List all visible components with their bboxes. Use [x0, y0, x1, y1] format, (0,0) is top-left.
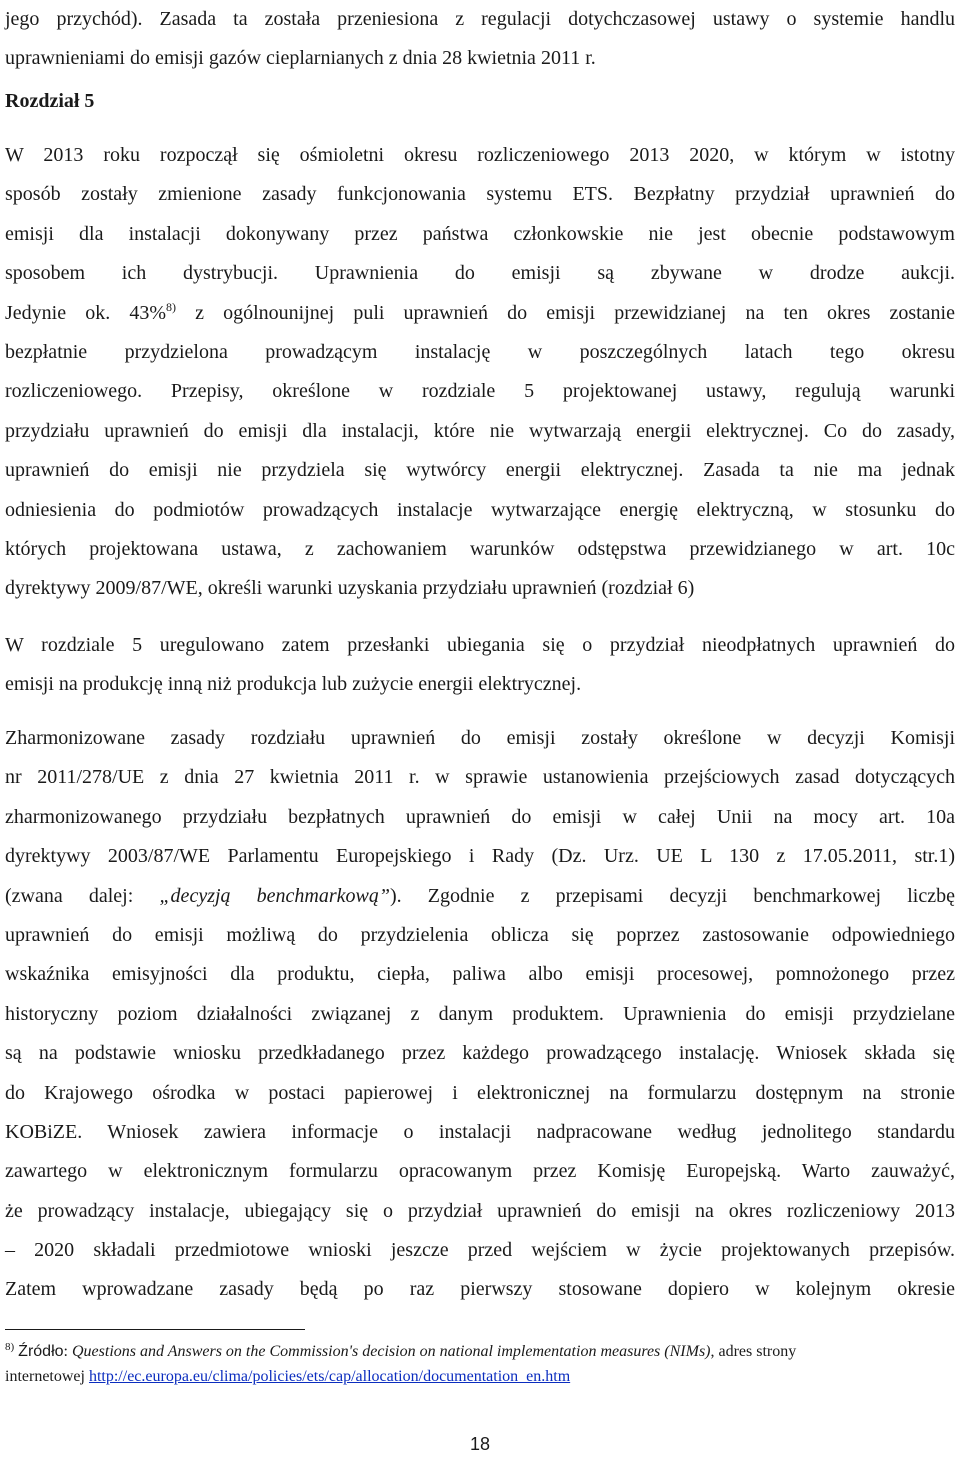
footnote-url-link[interactable]: http://ec.europa.eu/clima/policies/ets/cap/allocation/documentation_en.htm: [88, 1368, 571, 1385]
text-line: jego przychód). Zasada ta została przeniesiona z regulacji dotychczasowej ustawy o systemie handlu: [5, 8, 955, 30]
chapter-heading-block: [5, 82, 955, 121]
text-line-with-emphasis: [5, 877, 955, 916]
text-line: uprawnień do emisji nie przydziela się wytwórcy energii elektrycznej. Zasada ta nie ma jednak: [5, 459, 955, 482]
footnote-source-label: Źródło: [18, 1343, 64, 1360]
text-line: uprawnień do emisji możliwą do przydzielenia oblicza się poprzez zastosowanie odpowiedniego: [5, 923, 955, 946]
text-line: emisji dla instalacji dokonywany przez państwa członkowskie nie jest obecnie podstawowym: [5, 222, 955, 245]
text-line: dyrektywy 2009/87/WE, określi warunki uzyskania przydziału uprawnień (rozdział 6): [5, 577, 695, 600]
text-line: sposób zostały zmienione zasady funkcjonowania systemu ETS. Bezpłatny przydział uprawnień do: [5, 183, 955, 206]
text-line: odniesienia do podmiotów prowadzących instalacje wytwarzające energię elektryczną, w stosunku do: [5, 498, 955, 521]
text-line: uprawnieniami do emisji gazów cieplarnianych z dnia 28 kwietnia 2011 r.: [5, 47, 596, 70]
emphasized-term: „decyzją benchmarkową”: [159, 884, 390, 907]
footnote-separator: [5, 1329, 305, 1330]
footnote-marker: 8): [5, 1341, 15, 1353]
intro-block: [5, 0, 955, 79]
text-span: :: [63, 1343, 72, 1360]
text-line: przydziału uprawnień do emisji dla instalacji, które nie wytwarzają energii elektrycznej. Co do zasady,: [5, 419, 955, 442]
footnote-reference: 8): [166, 299, 176, 314]
text-line: rozliczeniowego. Przepisy, określone w rozdziale 5 projektowanej ustawy, regulują warunki: [5, 380, 955, 403]
text-span: z ogólnounijnej puli uprawnień do emisji przewidzianej na ten okres zostanie: [176, 301, 955, 324]
text-line: że prowadzący instalacje, ubiegający się o przydział uprawnień do emisji na okres rozliczeniowy 2013: [5, 1199, 955, 1222]
page-number: 18: [469, 1434, 491, 1454]
text-line: emisji na produkcję inną niż produkcja lub zużycie energii elektrycznej.: [5, 673, 582, 696]
paragraph-3: [5, 719, 955, 1310]
text-line: Zharmonizowane zasady rozdziału uprawnień do emisji zostały określone w decyzji Komisji: [5, 727, 955, 749]
text-line: W rozdziale 5 uregulowano zatem przesłanki ubiegania się o przydział nieodpłatnych uprawnień do: [5, 634, 955, 656]
text-line: bezpłatnie przydzielona prowadzącym instalację w poszczególnych latach tego okresu: [5, 340, 955, 363]
footnote: [5, 1339, 955, 1389]
text-line: zawartego w elektronicznym formularzu opracowanym przez Komisję Europejską. Warto zauważyć,: [5, 1160, 955, 1183]
text-line: Zatem wprowadzane zasady będą po raz pierwszy stosowane dopiero w kolejnym okresie: [5, 1278, 955, 1301]
text-line: wskaźnika emisyjności dla produktu, ciepła, paliwa albo emisji procesowej, pomnożonego przez: [5, 963, 955, 986]
paragraph-2: [5, 626, 955, 705]
footnote-title: Questions and Answers on the Commission's decision on national implementation measures (NIMs): [71, 1343, 711, 1360]
text-line: sposobem ich dystrybucji. Uprawnienia do emisji są zbywane w drodze aukcji.: [5, 262, 955, 285]
text-line: są na podstawie wniosku przedkładanego przez każdego prowadzącego instalację. Wniosek składa się: [5, 1042, 955, 1065]
footnote-line: [5, 1339, 955, 1364]
text-line: do Krajowego ośrodka w postaci papierowej i elektronicznej na formularzu dostępnym na stronie: [5, 1081, 955, 1104]
footnote-line: [5, 1364, 955, 1389]
text-line: dyrektywy 2003/87/WE Parlamentu Europejskiego i Rady (Dz. Urz. UE L 130 z 17.05.2011, str.1): [5, 845, 955, 868]
text-line-with-footnote-ref: [5, 294, 955, 333]
text-line: których projektowana ustawa, z zachowaniem warunków odstępstwa przewidzianego w art. 10c: [5, 537, 955, 560]
text-span: internetowej: [5, 1368, 89, 1385]
text-line: historyczny poziom działalności związanej z danym produktem. Uprawnienia do emisji przydzielane: [5, 1002, 955, 1025]
text-line: nr 2011/278/UE z dnia 27 kwietnia 2011 r. w sprawie ustanowienia przejściowych zasad dotyczących: [5, 766, 955, 789]
text-line: KOBiZE. Wniosek zawiera informacje o instalacji nadpracowane według jednolitego standardu: [5, 1120, 955, 1143]
text-span: , adres strony: [710, 1343, 797, 1360]
paragraph-1: [5, 136, 955, 609]
text-span: (zwana dalej:: [5, 884, 160, 907]
chapter-heading: Rozdział 5: [5, 90, 95, 112]
text-line: W 2013 roku rozpoczął się ośmioletni okresu rozliczeniowego 2013 2020, w którym w istotny: [5, 144, 955, 166]
text-span: ). Zgodnie z przepisami decyzji benchmarkowej liczbę: [390, 884, 955, 907]
text-line: – 2020 składali przedmiotowe wnioski jeszcze przed wejściem w życie projektowanych przepisów.: [5, 1239, 955, 1262]
text-line: zharmonizowanego przydziału bezpłatnych uprawnień do emisji w całej Unii na mocy art. 10a: [5, 805, 955, 828]
text-span: Jedynie ok. 43%: [5, 301, 166, 324]
